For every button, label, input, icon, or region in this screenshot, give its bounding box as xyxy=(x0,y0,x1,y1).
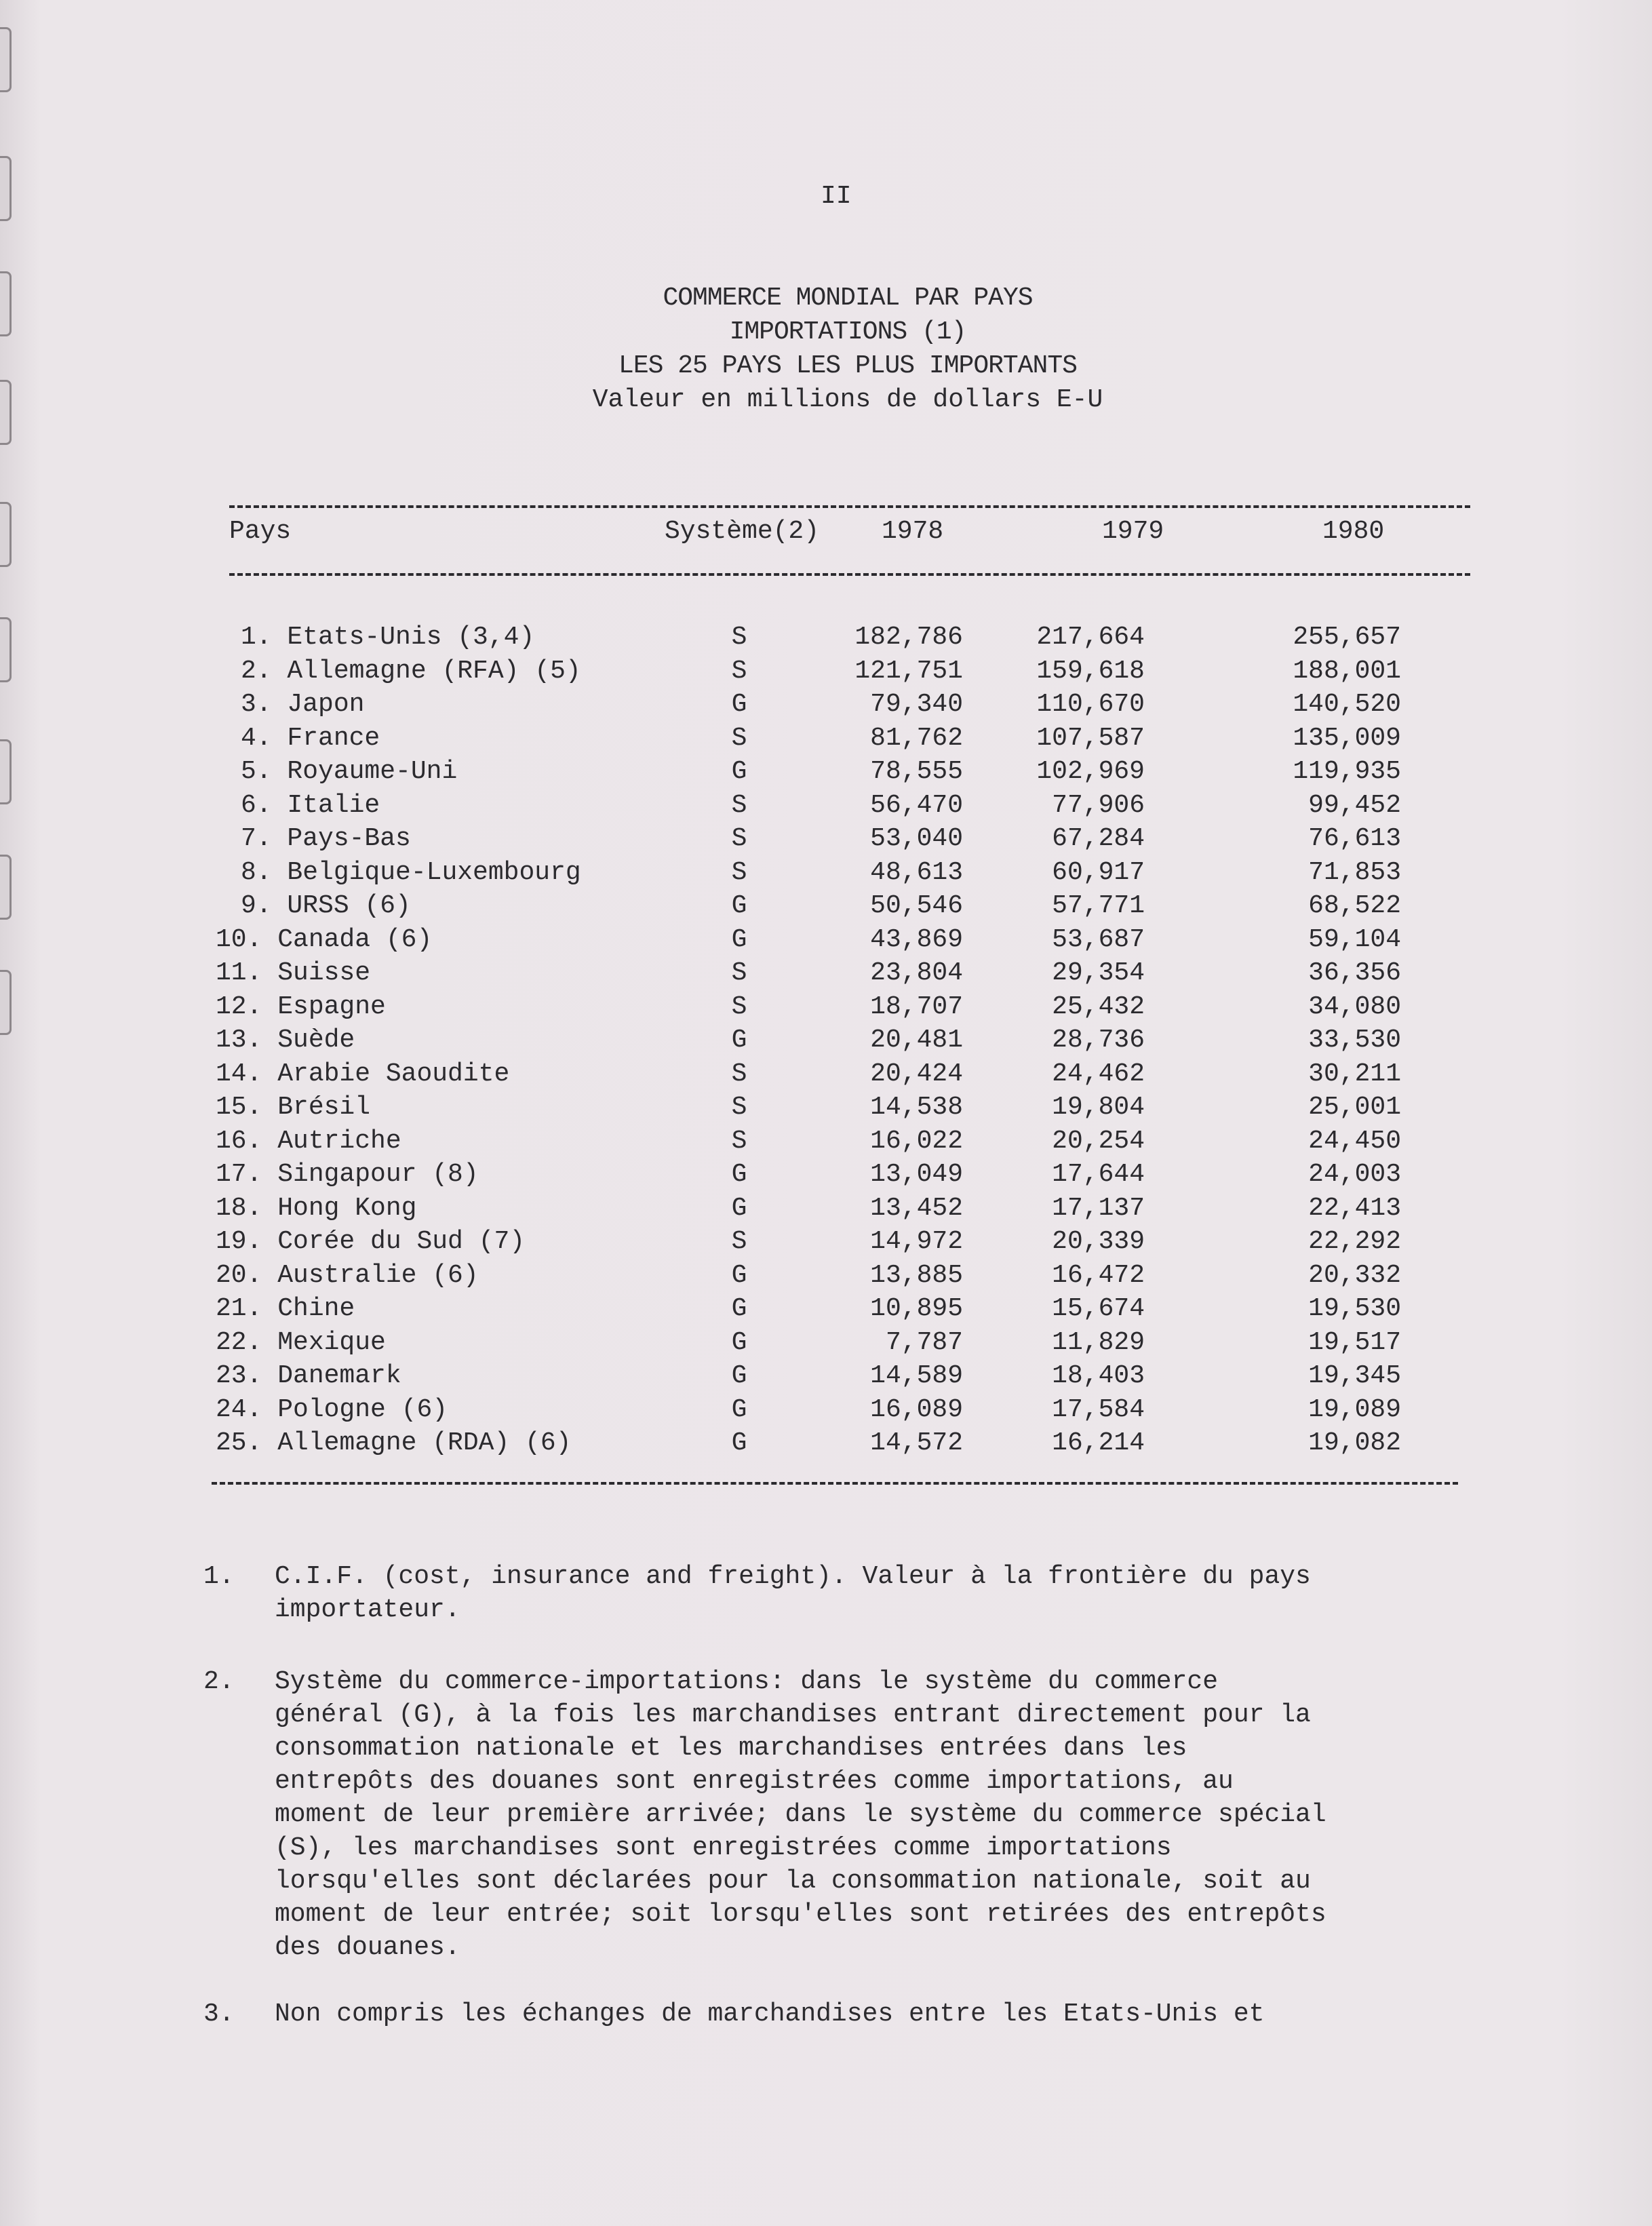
system-code: S xyxy=(731,724,747,753)
value-1980: 19,517 xyxy=(1308,1328,1401,1357)
system-code: G xyxy=(731,1328,747,1357)
footnote-number: 3. xyxy=(203,1999,235,2029)
value-1979: 24,462 xyxy=(1052,1059,1145,1089)
value-1980: 19,530 xyxy=(1308,1294,1401,1323)
system-code: G xyxy=(731,1395,747,1424)
country-name: 10. Canada (6) xyxy=(216,925,433,954)
binder-ring xyxy=(0,502,12,567)
value-1980: 22,413 xyxy=(1308,1194,1401,1223)
value-1978: 13,452 xyxy=(870,1194,963,1223)
value-1980: 135,009 xyxy=(1293,724,1401,753)
system-code: G xyxy=(731,1428,747,1458)
value-1978: 78,555 xyxy=(870,757,963,786)
table-row xyxy=(0,1059,1652,1093)
table-row xyxy=(0,623,1652,657)
value-1980: 255,657 xyxy=(1293,623,1401,652)
value-1978: 79,340 xyxy=(870,690,963,719)
table-row xyxy=(0,1160,1652,1194)
value-1980: 99,452 xyxy=(1308,791,1401,820)
value-1978: 56,470 xyxy=(870,791,963,820)
table-row xyxy=(0,1194,1652,1228)
country-name: 18. Hong Kong xyxy=(216,1194,417,1223)
footnote-text: Non compris les échanges de marchandises entre les Etats-Unis et xyxy=(275,1999,1265,2029)
value-1979: 107,587 xyxy=(1036,724,1145,753)
header-1978: 1978 xyxy=(882,517,944,546)
system-code: G xyxy=(731,690,747,719)
system-code: G xyxy=(731,1261,747,1290)
value-1980: 140,520 xyxy=(1293,690,1401,719)
country-name: 9. URSS (6) xyxy=(241,891,411,920)
system-code: S xyxy=(731,1227,747,1256)
table-row xyxy=(0,757,1652,791)
value-1979: 28,736 xyxy=(1052,1026,1145,1055)
value-1979: 17,137 xyxy=(1052,1194,1145,1223)
system-code: S xyxy=(731,958,747,988)
value-1978: 50,546 xyxy=(870,891,963,920)
value-1979: 17,644 xyxy=(1052,1160,1145,1189)
value-1980: 34,080 xyxy=(1308,992,1401,1021)
title-line-1: COMMERCE MONDIAL PAR PAYS xyxy=(663,284,1033,313)
value-1979: 20,339 xyxy=(1052,1227,1145,1256)
system-code: S xyxy=(731,1059,747,1089)
value-1978: 16,022 xyxy=(870,1127,963,1156)
table-row xyxy=(0,1328,1652,1362)
table-row xyxy=(0,1261,1652,1295)
system-code: S xyxy=(731,824,747,853)
country-name: 16. Autriche xyxy=(216,1127,401,1156)
table-row xyxy=(0,958,1652,992)
value-1980: 19,089 xyxy=(1308,1395,1401,1424)
country-name: 21. Chine xyxy=(216,1294,355,1323)
value-1980: 59,104 xyxy=(1308,925,1401,954)
value-1979: 110,670 xyxy=(1036,690,1145,719)
value-1980: 19,082 xyxy=(1308,1428,1401,1458)
value-1978: 14,972 xyxy=(870,1227,963,1256)
footnote-text: Système du commerce-importations: dans le système du commerce général (G), à la fois les marchandises entrant directement pour la consommation nationale et les marchandises entrées dans les entrepôts des douanes sont enregistrées comme importations, au moment de leur première arrivée; dans le système du commerce spécial (S), les marchandises sont enregistrées comme importations lorsqu'elles sont déclarées pour la consommation nationale, soit au moment de leur entrée; soit lorsqu'elles sont retirées des entrepôts des douanes. xyxy=(275,1667,1326,1962)
footnotes xyxy=(203,1560,1438,2048)
value-1980: 22,292 xyxy=(1308,1227,1401,1256)
value-1979: 57,771 xyxy=(1052,891,1145,920)
value-1979: 25,432 xyxy=(1052,992,1145,1021)
table-row xyxy=(0,1395,1652,1429)
value-1978: 23,804 xyxy=(870,958,963,988)
system-code: S xyxy=(731,1127,747,1156)
value-1980: 33,530 xyxy=(1308,1026,1401,1055)
header-pays: Pays xyxy=(229,517,292,546)
value-1978: 43,869 xyxy=(870,925,963,954)
value-1980: 36,356 xyxy=(1308,958,1401,988)
value-1978: 20,424 xyxy=(870,1059,963,1089)
binder-ring xyxy=(0,27,12,92)
system-code: G xyxy=(731,1194,747,1223)
value-1980: 119,935 xyxy=(1293,757,1401,786)
table-title-block xyxy=(475,281,1221,417)
value-1980: 24,450 xyxy=(1308,1127,1401,1156)
table-row xyxy=(0,657,1652,690)
value-1980: 24,003 xyxy=(1308,1160,1401,1189)
system-code: S xyxy=(731,858,747,887)
country-name: 11. Suisse xyxy=(216,958,371,988)
value-1978: 10,895 xyxy=(870,1294,963,1323)
footnote-text: C.I.F. (cost, insurance and freight). Valeur à la frontière du pays importateur. xyxy=(275,1562,1311,1624)
country-name: 15. Brésil xyxy=(216,1093,371,1122)
value-1980: 71,853 xyxy=(1308,858,1401,887)
value-1978: 13,885 xyxy=(870,1261,963,1290)
country-name: 24. Pologne (6) xyxy=(216,1395,448,1424)
value-1979: 60,917 xyxy=(1052,858,1145,887)
value-1979: 16,214 xyxy=(1052,1428,1145,1458)
footnote-number: 2. xyxy=(203,1667,235,1696)
country-name: 19. Corée du Sud (7) xyxy=(216,1227,526,1256)
value-1979: 11,829 xyxy=(1052,1328,1145,1357)
table-row xyxy=(0,1294,1652,1328)
country-name: 2. Allemagne (RFA) (5) xyxy=(241,657,581,686)
binder-ring xyxy=(0,156,12,221)
page-number: II xyxy=(821,182,852,211)
country-name: 12. Espagne xyxy=(216,992,386,1021)
binder-ring xyxy=(0,271,12,336)
value-1979: 67,284 xyxy=(1052,824,1145,853)
country-name: 17. Singapour (8) xyxy=(216,1160,479,1189)
system-code: S xyxy=(731,657,747,686)
value-1980: 19,345 xyxy=(1308,1361,1401,1390)
footnote-number: 1. xyxy=(203,1562,235,1591)
value-1980: 30,211 xyxy=(1308,1059,1401,1089)
value-1979: 18,403 xyxy=(1052,1361,1145,1390)
binder-ring xyxy=(0,380,12,445)
value-1978: 121,751 xyxy=(854,657,963,686)
country-name: 5. Royaume-Uni xyxy=(241,757,458,786)
value-1978: 14,589 xyxy=(870,1361,963,1390)
value-1978: 18,707 xyxy=(870,992,963,1021)
country-name: 25. Allemagne (RDA) (6) xyxy=(216,1428,572,1458)
system-code: G xyxy=(731,1026,747,1055)
country-name: 4. France xyxy=(241,724,380,753)
table-row xyxy=(0,858,1652,892)
value-1978: 20,481 xyxy=(870,1026,963,1055)
table-row xyxy=(0,925,1652,959)
country-name: 13. Suède xyxy=(216,1026,355,1055)
system-code: S xyxy=(731,992,747,1021)
system-code: G xyxy=(731,891,747,920)
value-1979: 159,618 xyxy=(1036,657,1145,686)
table-header-rule xyxy=(229,573,1470,576)
system-code: G xyxy=(731,757,747,786)
table-row xyxy=(0,1428,1652,1462)
table-row xyxy=(0,1026,1652,1059)
title-line-3: LES 25 PAYS LES PLUS IMPORTANTS xyxy=(618,351,1077,380)
value-1979: 77,906 xyxy=(1052,791,1145,820)
value-1978: 53,040 xyxy=(870,824,963,853)
country-name: 6. Italie xyxy=(241,791,380,820)
value-1979: 29,354 xyxy=(1052,958,1145,988)
country-name: 7. Pays-Bas xyxy=(241,824,411,853)
table-row xyxy=(0,791,1652,825)
value-1980: 25,001 xyxy=(1308,1093,1401,1122)
value-1978: 81,762 xyxy=(870,724,963,753)
value-1980: 188,001 xyxy=(1293,657,1401,686)
value-1979: 17,584 xyxy=(1052,1395,1145,1424)
value-1979: 53,687 xyxy=(1052,925,1145,954)
value-1979: 217,664 xyxy=(1036,623,1145,652)
country-name: 23. Danemark xyxy=(216,1361,401,1390)
country-name: 3. Japon xyxy=(241,690,365,719)
value-1979: 19,804 xyxy=(1052,1093,1145,1122)
table-row xyxy=(0,1361,1652,1395)
value-1978: 13,049 xyxy=(870,1160,963,1189)
value-1980: 20,332 xyxy=(1308,1261,1401,1290)
table-row xyxy=(0,1127,1652,1160)
system-code: S xyxy=(731,623,747,652)
value-1979: 15,674 xyxy=(1052,1294,1145,1323)
table-row xyxy=(0,724,1652,758)
country-name: 22. Mexique xyxy=(216,1328,386,1357)
value-1978: 16,089 xyxy=(870,1395,963,1424)
value-1978: 48,613 xyxy=(870,858,963,887)
country-name: 14. Arabie Saoudite xyxy=(216,1059,510,1089)
title-line-2: IMPORTATIONS (1) xyxy=(729,317,966,347)
country-name: 1. Etats-Unis (3,4) xyxy=(241,623,535,652)
table-top-rule xyxy=(229,505,1470,508)
system-code: S xyxy=(731,791,747,820)
system-code: G xyxy=(731,1361,747,1390)
table-row xyxy=(0,1227,1652,1261)
header-1980: 1980 xyxy=(1322,517,1385,546)
table-row xyxy=(0,1093,1652,1127)
system-code: S xyxy=(731,1093,747,1122)
value-1979: 20,254 xyxy=(1052,1127,1145,1156)
value-1978: 14,538 xyxy=(870,1093,963,1122)
table-row xyxy=(0,992,1652,1026)
table-row xyxy=(0,824,1652,858)
value-1980: 76,613 xyxy=(1308,824,1401,853)
system-code: G xyxy=(731,1294,747,1323)
value-1978: 182,786 xyxy=(854,623,963,652)
header-systeme: Système(2) xyxy=(665,517,820,546)
title-line-4: Valeur en millions de dollars E-U xyxy=(592,385,1103,414)
system-code: G xyxy=(731,925,747,954)
system-code: G xyxy=(731,1160,747,1189)
value-1979: 16,472 xyxy=(1052,1261,1145,1290)
country-name: 8. Belgique-Luxembourg xyxy=(241,858,581,887)
value-1978: 14,572 xyxy=(870,1428,963,1458)
value-1978: 7,787 xyxy=(885,1328,963,1357)
header-1979: 1979 xyxy=(1102,517,1164,546)
table-row xyxy=(0,891,1652,925)
table-bottom-rule xyxy=(212,1482,1458,1485)
value-1979: 102,969 xyxy=(1036,757,1145,786)
country-name: 20. Australie (6) xyxy=(216,1261,479,1290)
table-row xyxy=(0,690,1652,724)
value-1980: 68,522 xyxy=(1308,891,1401,920)
